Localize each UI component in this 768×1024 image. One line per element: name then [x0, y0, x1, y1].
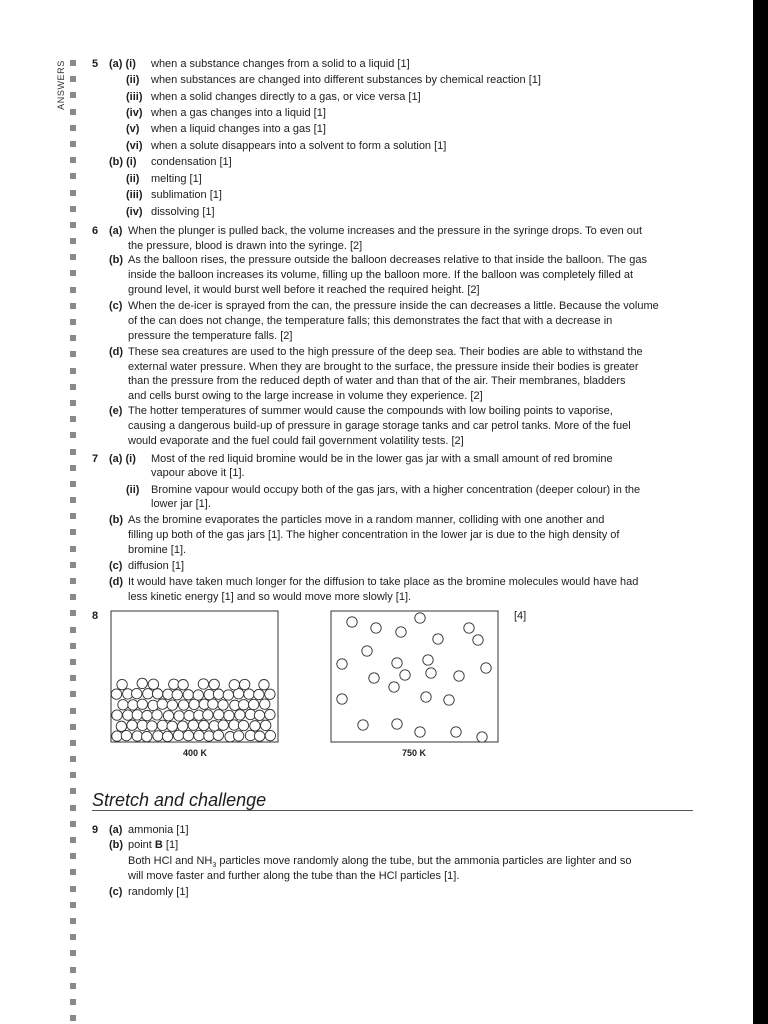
q5-a-ii-label: (ii): [126, 74, 140, 86]
particle: [167, 721, 177, 731]
margin-marker: [70, 756, 76, 762]
q5-b-i-text: condensation [1]: [151, 156, 232, 168]
q7-c-label: (c): [109, 560, 123, 572]
q6-b-line-1: As the balloon rises, the pressure outside the balloon decreases relative to that inside the balloon. The gas: [128, 254, 647, 266]
margin-marker: [70, 934, 76, 940]
particle: [142, 710, 152, 720]
particle: [392, 658, 402, 668]
particle: [143, 689, 153, 699]
q5-a-v-text: when a liquid changes into a gas [1]: [151, 123, 326, 135]
q6-c-line-1: When the de-icer is sprayed from the can, the pressure inside the can decreases a little. Because the volume: [128, 300, 659, 312]
margin-marker: [70, 416, 76, 422]
particle: [392, 719, 402, 729]
gas-particles-750k: [337, 613, 491, 742]
particle: [177, 721, 187, 731]
q8-marks: [4]: [514, 610, 527, 622]
margin-marker: [70, 594, 76, 600]
q9-a-label: (a): [109, 824, 123, 836]
particle: [188, 720, 198, 730]
particle: [183, 730, 193, 740]
q6-c-line-3: pressure the temperature falls. [2]: [128, 330, 293, 342]
particle: [123, 710, 133, 720]
q6-e-line-2: causing a dangerous build-up of pressure in garage storage tanks and car petrol tanks. More of the fuel: [128, 420, 631, 432]
particle: [153, 731, 163, 741]
box-750k: [331, 611, 498, 742]
particle: [137, 720, 147, 730]
caption-750k: 750 K: [401, 748, 427, 758]
particle: [214, 710, 224, 720]
particle: [225, 732, 235, 742]
q6-d-line-3: than the pressure from the reduced depth of water and than that of the air. Their membranes, bladders: [128, 375, 626, 387]
q5-a-v-label: (v): [126, 123, 140, 135]
margin-marker: [70, 967, 76, 973]
particle: [389, 682, 399, 692]
particle: [167, 700, 177, 710]
particle: [194, 730, 204, 740]
q5-number: 5: [92, 58, 99, 70]
margin-marker: [70, 368, 76, 374]
q5-a-vi-label: (vi): [126, 140, 143, 152]
q6-d-line-4: and cells burst owing to the large increase in volume they experience. [2]: [128, 390, 483, 402]
q6-e-line-3: would evaporate and the fuel could fail government volatility tests. [2]: [128, 435, 464, 447]
margin-marker: [70, 627, 76, 633]
q7-b-line-3: bromine [1].: [128, 544, 187, 556]
q9-c-text: randomly [1]: [128, 886, 189, 898]
margin-marker: [70, 254, 76, 260]
particle: [396, 627, 406, 637]
q6-a-line-2: the pressure, blood is drawn into the syringe. [2]: [128, 240, 363, 252]
particle: [238, 720, 248, 730]
particle: [148, 700, 158, 710]
particle: [111, 689, 121, 699]
section-heading-stretch: Stretch and challenge: [92, 790, 267, 810]
particle: [218, 700, 228, 710]
particle: [178, 700, 188, 710]
margin-marker: [70, 821, 76, 827]
margin-marker: [70, 465, 76, 471]
particle: [362, 646, 372, 656]
q5-a-i-text: when a substance changes from a solid to a liquid [1]: [151, 58, 410, 70]
particle: [163, 711, 173, 721]
margin-marker: [70, 303, 76, 309]
q7-a-i-line-2: vapour above it [1].: [151, 467, 245, 479]
particle: [337, 659, 347, 669]
particle: [112, 710, 122, 720]
particle: [208, 699, 218, 709]
q6-b-line-3: ground level, it would burst well before it reached the required height. [2]: [128, 284, 480, 296]
q6-e-line-1: The hotter temperatures of summer would cause the compounds with low boiling points to vaporise,: [128, 405, 613, 417]
q7-b-line-2: filling up both of the gas jars [1]. The higher concentration in the lower jar is due to the high density of: [128, 529, 620, 541]
q7-a-ii-line-2: lower jar [1].: [151, 498, 211, 510]
particle: [194, 710, 204, 720]
particle: [209, 721, 219, 731]
margin-marker: [70, 546, 76, 552]
q9-b-label: (b): [109, 839, 124, 851]
particle: [178, 680, 188, 690]
packed-particles-400k: [111, 678, 275, 742]
q5-a-iv-label: (iv): [126, 107, 143, 119]
margin-marker: [70, 999, 76, 1005]
particle: [224, 710, 234, 720]
margin-marker: [70, 772, 76, 778]
q5-a-ii-text: when substances are changed into different substances by chemical reaction [1]: [151, 74, 541, 86]
particle: [116, 721, 126, 731]
particle: [245, 730, 255, 740]
q6-b-line-2: inside the balloon increases its volume, filling up the balloon more. If the balloon was completely filled at: [128, 269, 634, 281]
particle: [169, 679, 179, 689]
particle: [132, 688, 142, 698]
particle: [132, 731, 142, 741]
particle: [337, 694, 347, 704]
particle: [223, 690, 233, 700]
q6-d-line-1: These sea creatures are used to the high pressure of the deep sea. Their bodies are able to withstand the: [128, 346, 643, 358]
margin-marker: [70, 902, 76, 908]
margin-marker: [70, 562, 76, 568]
particle: [415, 727, 425, 737]
q7-d-label: (d): [109, 576, 124, 588]
particle: [213, 689, 223, 699]
q9-b-text: point B [1]: [128, 839, 179, 851]
particle: [163, 689, 173, 699]
margin-marker: [70, 449, 76, 455]
margin-marker: [70, 740, 76, 746]
margin-marker: [70, 287, 76, 293]
margin-marker: [70, 335, 76, 341]
margin-marker: [70, 222, 76, 228]
margin-marker: [70, 60, 76, 66]
q6-a-line-1: When the plunger is pulled back, the volume increases and the pressure in the syringe drops. To even out: [128, 225, 643, 237]
particle: [233, 689, 243, 699]
q6-e-label: (e): [109, 405, 123, 417]
particle: [199, 720, 209, 730]
particle: [157, 720, 167, 730]
particle: [132, 710, 142, 720]
particle: [173, 730, 183, 740]
particle: [235, 710, 245, 720]
margin-marker: [70, 497, 76, 503]
heading-rule: [92, 810, 693, 811]
q7-a-i-line-1: Most of the red liquid bromine would be in the lower gas jar with a small amount of red bromine: [151, 453, 613, 465]
margin-marker: [70, 141, 76, 147]
particle: [118, 700, 128, 710]
particle: [239, 679, 249, 689]
particle: [137, 678, 147, 688]
particle: [137, 699, 147, 709]
q6-b-label: (b): [109, 254, 124, 266]
particle: [123, 689, 133, 699]
q9-b-explain-line-1: Both HCl and $NH_3$ particles move randomly along the tube, but the ammonia particles are lighter and so: [128, 855, 632, 869]
particle: [369, 673, 379, 683]
particle: [249, 699, 259, 709]
q5-b-iv-text: dissolving [1]: [151, 206, 215, 218]
margin-marker: [70, 578, 76, 584]
q7-b-line-1: As the bromine evaporates the particles move in a random manner, colliding with one another and: [128, 514, 605, 526]
side-label-text: ANSWERS: [56, 60, 66, 110]
particle: [464, 623, 474, 633]
margin-marker: [70, 432, 76, 438]
particle: [259, 680, 269, 690]
particle: [400, 670, 410, 680]
margin-marker-strip: [70, 60, 78, 1024]
particle: [199, 699, 209, 709]
q7-c-line-1: diffusion [1]: [128, 560, 185, 572]
q5-b-ii-text: melting [1]: [151, 173, 202, 185]
margin-marker: [70, 319, 76, 325]
particle: [254, 731, 264, 741]
particle: [172, 690, 182, 700]
particle: [254, 710, 264, 720]
margin-marker: [70, 513, 76, 519]
particle: [147, 721, 157, 731]
particle: [184, 710, 194, 720]
particle: [477, 732, 487, 742]
q5-a-iv-text: when a gas changes into a liquid [1]: [151, 107, 326, 119]
particle: [204, 689, 214, 699]
margin-marker: [70, 384, 76, 390]
particle: [204, 731, 214, 741]
q5-b-iv-label: (iv): [126, 206, 143, 218]
particle: [238, 700, 248, 710]
q5-b-iii-label: (iii): [126, 189, 143, 201]
particle: [254, 689, 264, 699]
margin-marker: [70, 918, 76, 924]
q6-c-line-2: of the can does not change, the temperature falls; this demonstrates the fact that with a decrease in: [128, 315, 613, 327]
answers-side-label: [56, 60, 68, 112]
q7-number: 7: [92, 453, 99, 465]
q6-c-label: (c): [109, 300, 123, 312]
particle: [229, 720, 239, 730]
margin-marker: [70, 708, 76, 714]
margin-marker: [70, 675, 76, 681]
margin-marker: [70, 125, 76, 131]
q9-b-explain-line-2: will move faster and further along the tube than the HCl particles [1].: [128, 870, 460, 882]
margin-marker: [70, 157, 76, 163]
particle: [233, 731, 243, 741]
particle: [218, 720, 228, 730]
q9-number: 9: [92, 824, 99, 836]
margin-marker: [70, 351, 76, 357]
particle: [127, 720, 137, 730]
margin-marker: [70, 481, 76, 487]
particle: [209, 679, 219, 689]
particle: [415, 613, 425, 623]
q9-c-label: (c): [109, 886, 123, 898]
particle: [421, 692, 431, 702]
margin-marker: [70, 691, 76, 697]
q5-a-vi-text: when a solute disappears into a solvent to form a solution [1]: [151, 140, 447, 152]
margin-marker: [70, 610, 76, 616]
margin-marker: [70, 400, 76, 406]
particle: [121, 730, 131, 740]
particle: [245, 709, 255, 719]
margin-marker: [70, 950, 76, 956]
q6-a-label: (a): [109, 225, 123, 237]
margin-marker: [70, 1015, 76, 1021]
margin-marker: [70, 190, 76, 196]
particle: [244, 689, 254, 699]
margin-marker: [70, 837, 76, 843]
margin-marker: [70, 270, 76, 276]
margin-marker: [70, 869, 76, 875]
q8-number: 8: [92, 610, 99, 622]
particle: [152, 710, 162, 720]
particle: [265, 730, 275, 740]
particle: [112, 731, 122, 741]
particle: [433, 634, 443, 644]
particle: [454, 671, 464, 681]
caption-400k: 400 K: [182, 748, 208, 758]
margin-marker: [70, 109, 76, 115]
q7-d-line-2: less kinetic energy [1] and so would move more slowly [1].: [128, 591, 412, 603]
q5-b-iii-text: sublimation [1]: [151, 189, 222, 201]
particle: [473, 635, 483, 645]
q7-d-line-1: It would have taken much longer for the diffusion to take place as the bromine molecules would have had: [128, 576, 639, 588]
particle: [189, 699, 199, 709]
q7-a-i-label: (a) (i): [109, 453, 136, 465]
particle: [265, 689, 275, 699]
q6-number: 6: [92, 225, 99, 237]
particle: [203, 710, 213, 720]
q5-b-ii-label: (ii): [126, 173, 140, 185]
box-400k: [111, 611, 278, 742]
particle: [481, 663, 491, 673]
margin-marker: [70, 92, 76, 98]
particle: [260, 699, 270, 709]
particle: [198, 679, 208, 689]
margin-marker: [70, 659, 76, 665]
q5-a-i-label: (a) (i): [109, 58, 136, 70]
particle: [250, 721, 260, 731]
particle: [347, 617, 357, 627]
particle: [358, 720, 368, 730]
margin-marker: [70, 853, 76, 859]
particle: [229, 680, 239, 690]
margin-marker: [70, 983, 76, 989]
particle: [174, 711, 184, 721]
particle: [193, 690, 203, 700]
particle: [183, 690, 193, 700]
q6-d-line-2: external water pressure. When they are brought to the surface, the pressure inside their bodies is greater: [128, 361, 639, 373]
particle: [261, 720, 271, 730]
particle: [230, 700, 240, 710]
margin-marker: [70, 173, 76, 179]
particle: [162, 731, 172, 741]
margin-marker: [70, 76, 76, 82]
q5-a-iii-label: (iii): [126, 91, 143, 103]
particle: [265, 709, 275, 719]
q6-d-label: (d): [109, 346, 124, 358]
q5-b-i-label: (b) (i): [109, 156, 137, 168]
q7-a-ii-line-1: Bromine vapour would occupy both of the gas jars, with a higher concentration (deeper colour) in the: [151, 484, 641, 496]
particle: [444, 695, 454, 705]
margin-marker: [70, 206, 76, 212]
particle: [142, 731, 152, 741]
margin-marker: [70, 805, 76, 811]
particle: [157, 699, 167, 709]
q5-a-iii-text: when a solid changes directly to a gas, or vice versa [1]: [151, 91, 421, 103]
q7-a-ii-label: (ii): [126, 484, 140, 496]
particle: [423, 655, 433, 665]
particle: [213, 730, 223, 740]
particle: [117, 679, 127, 689]
particle: [128, 700, 138, 710]
particle: [371, 623, 381, 633]
q7-b-label: (b): [109, 514, 124, 526]
margin-marker: [70, 724, 76, 730]
margin-marker: [70, 643, 76, 649]
margin-marker: [70, 238, 76, 244]
particle: [148, 679, 158, 689]
margin-marker: [70, 788, 76, 794]
particle: [426, 668, 436, 678]
margin-marker: [70, 529, 76, 535]
q9-a-text: ammonia [1]: [128, 824, 189, 836]
particle: [451, 727, 461, 737]
particle: [152, 689, 162, 699]
margin-marker: [70, 886, 76, 892]
